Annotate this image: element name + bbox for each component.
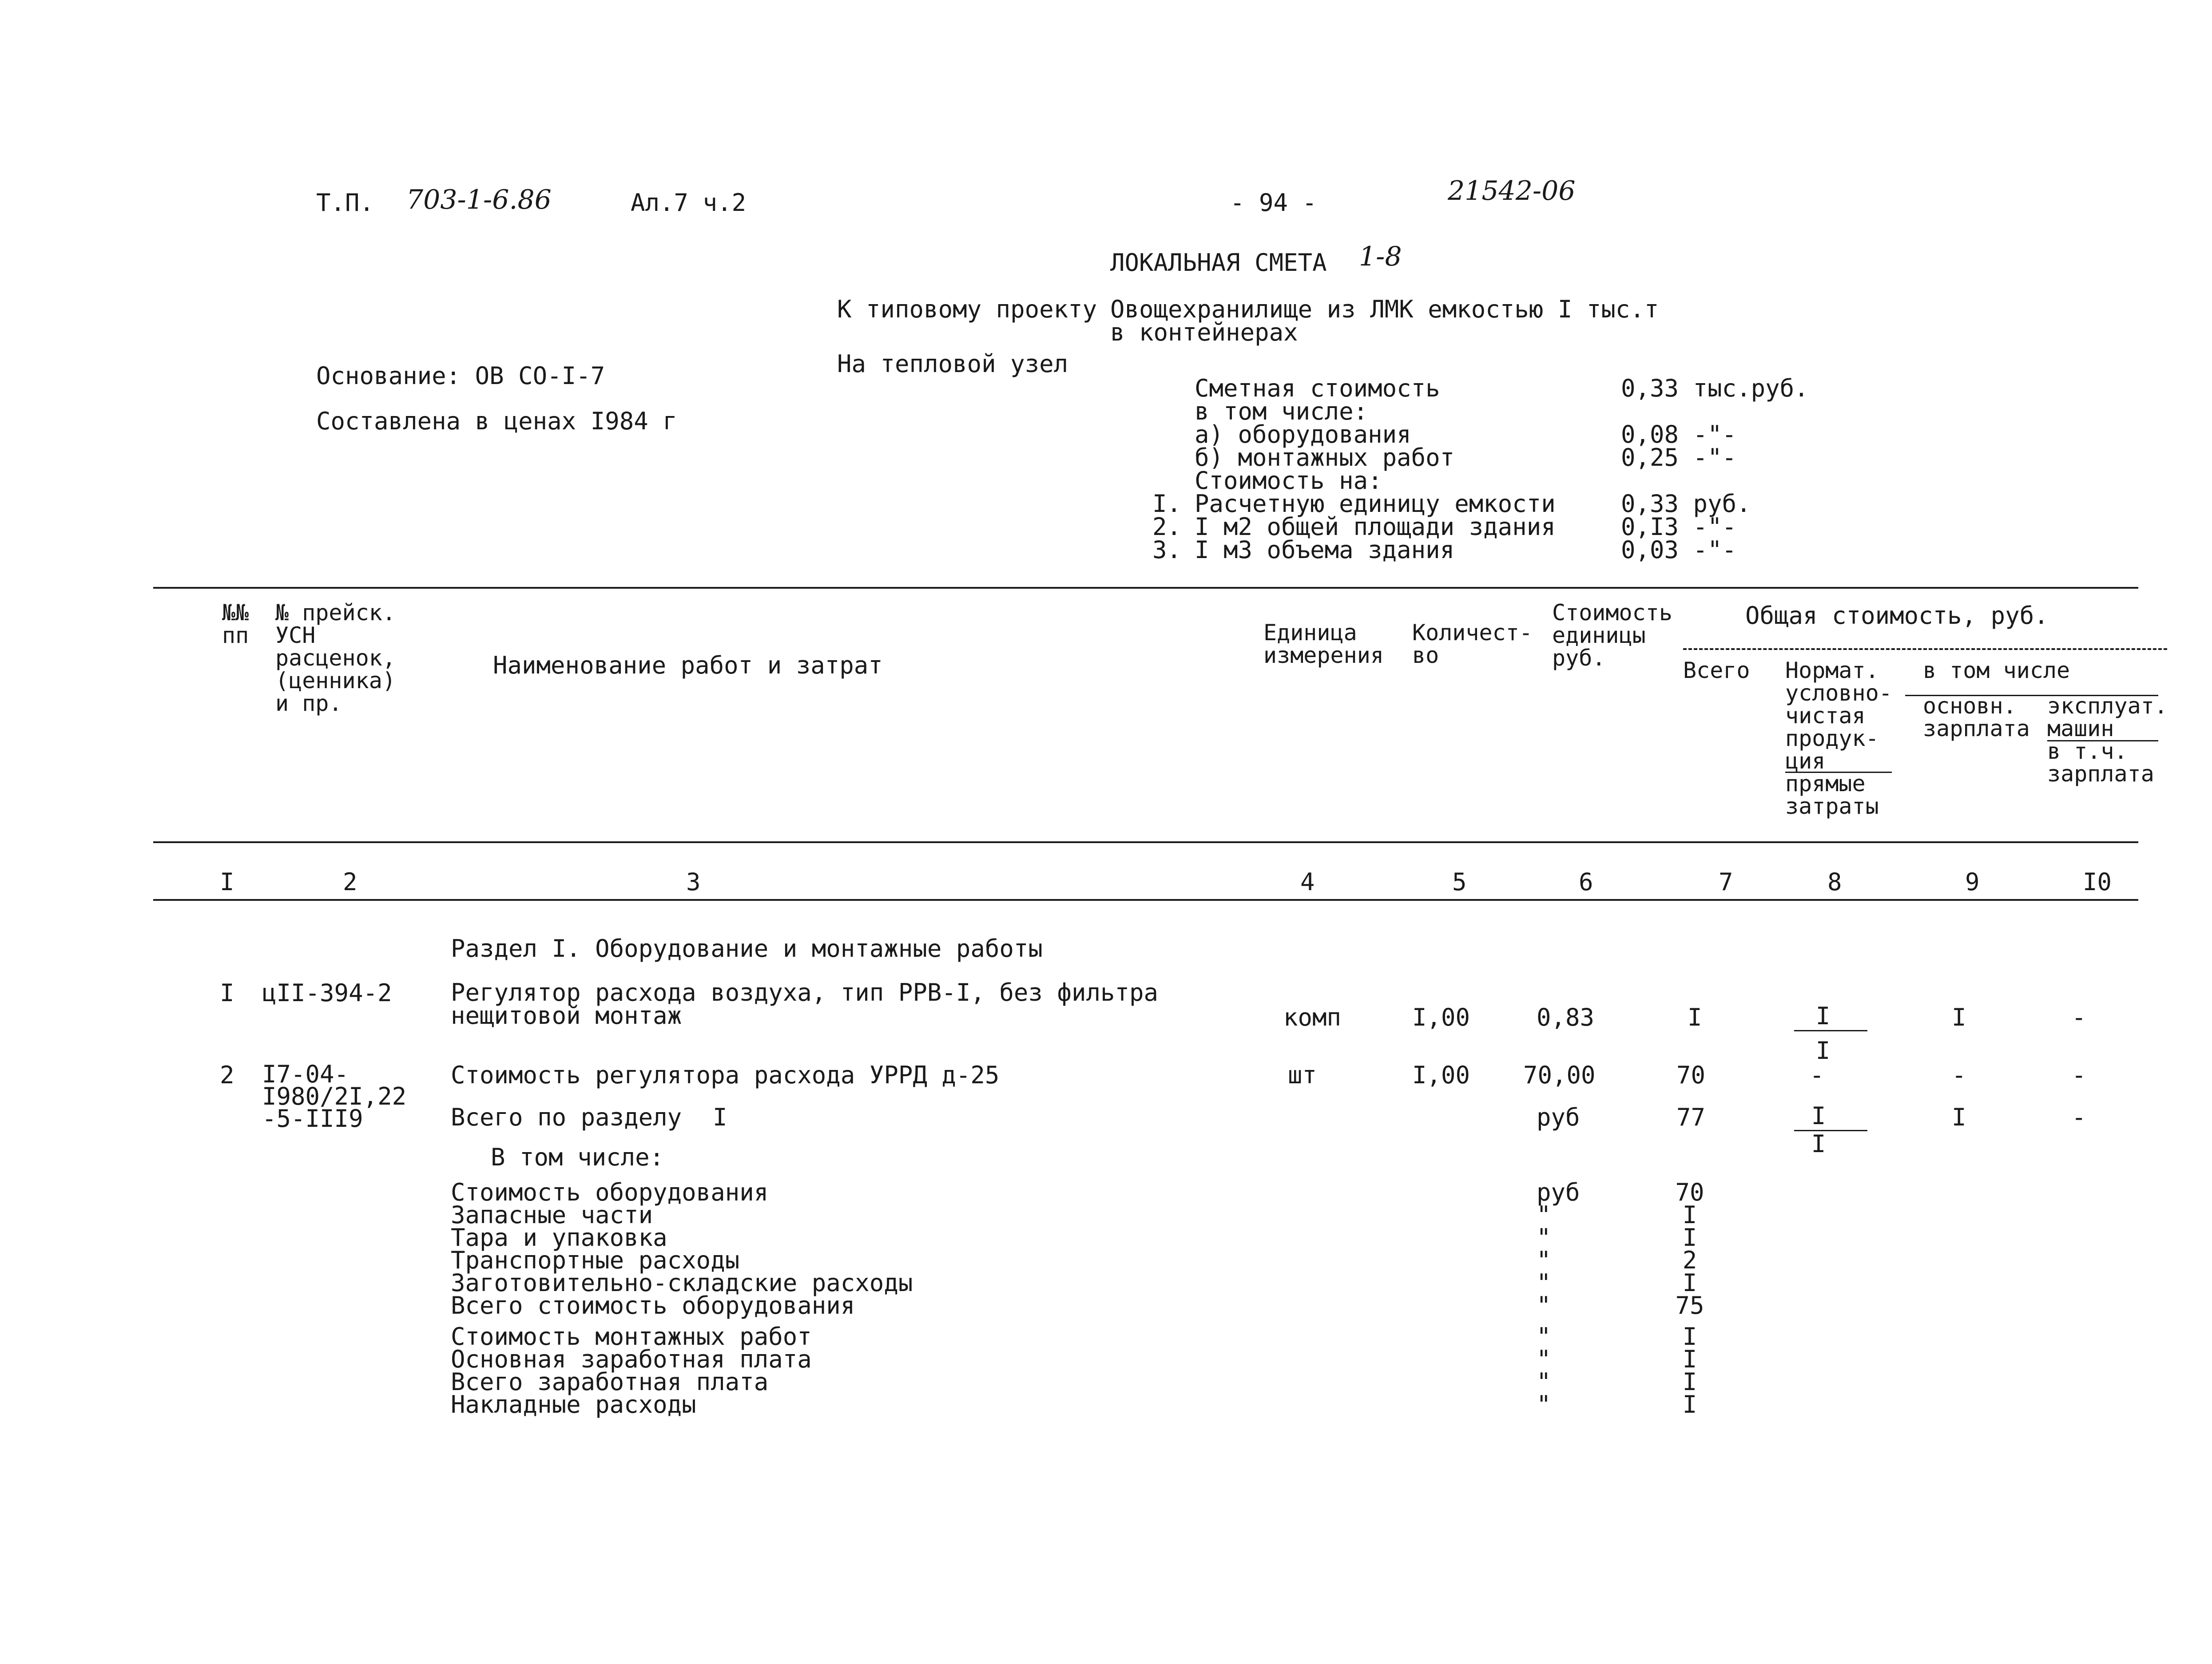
normative-divider: [1785, 772, 1892, 773]
summary-num-2: 2.: [1152, 513, 1182, 541]
tp-number: 703-1-6.86: [406, 184, 552, 215]
row-total: 70: [1676, 1061, 1706, 1089]
col-header-total: Всего: [1683, 658, 1750, 683]
tp-prefix: Т.П.: [316, 189, 374, 217]
breakdown-equipment-units: руб " " " " ": [1537, 1178, 1580, 1319]
table-header-bottom-rule: [153, 841, 2138, 843]
doc-code: 21542-06: [1448, 175, 1576, 206]
col-header-price-code: № прейск. УСН расценок, (ценника) и пр.: [275, 600, 396, 716]
page-number: - 94 -: [1230, 189, 1317, 217]
colnum-1: I: [220, 868, 234, 896]
col-header-normative: Нормат. условно- чистая продук- ция прямые затраты: [1785, 658, 1892, 819]
section-total-base-wage: I: [1952, 1103, 1966, 1131]
row-unit-price: 70,00: [1523, 1061, 1596, 1089]
colnum-6: 6: [1579, 868, 1593, 896]
row-quantity: I,00: [1412, 1003, 1470, 1031]
project-name-line1: Овощехранилище из ЛМК емкостью I тыс.т: [1110, 295, 1659, 323]
colnum-9: 9: [1965, 868, 1980, 896]
summary-label-equipment: а) оборудования: [1195, 420, 1411, 448]
col-header-unit-price: Стоимость единицы руб.: [1552, 600, 1672, 671]
row-number: 2: [220, 1061, 234, 1089]
colnum-7: 7: [1719, 868, 1733, 896]
row-unit: комп: [1283, 1003, 1342, 1031]
row-unit: шт: [1288, 1061, 1317, 1089]
colnum-10: I0: [2083, 868, 2112, 896]
colnum-5: 5: [1452, 868, 1467, 896]
col-header-incl: в том числе: [1923, 658, 2070, 683]
project-name-line2: в контейнерах: [1110, 318, 1298, 346]
machines-divider: [2047, 740, 2158, 741]
row-normative: -: [1810, 1061, 1824, 1089]
section-total-unit: руб: [1537, 1103, 1580, 1131]
section-total-normative-bottom: I: [1811, 1130, 1826, 1158]
summary-value-total: 0,33 тыс.руб.: [1621, 374, 1809, 402]
row-price-code: I7-04- I980/2I,22 -5-III9: [262, 1060, 407, 1133]
row-base-wage: I: [1952, 1003, 1966, 1031]
section-total-normative-divider: [1794, 1130, 1867, 1131]
row-machines: -: [2072, 1003, 2086, 1031]
basis-label: Основание: ОВ СО-I-7: [316, 362, 605, 390]
colnum-4: 4: [1300, 868, 1315, 896]
breakdown-incl-label: В том числе:: [491, 1143, 664, 1171]
breakdown-installation-labels: Стоимость монтажных работ Основная заработная плата Всего заработная плата Накладные расходы: [451, 1323, 812, 1418]
column-numbers-rule: [153, 899, 2138, 901]
document-title: ЛОКАЛЬНАЯ СМЕТА: [1110, 249, 1327, 277]
section-title: Раздел I. Оборудование и монтажные работы: [451, 935, 1043, 963]
summary-num-3: 3.: [1152, 536, 1182, 564]
breakdown-equipment-values: 70 I I 2 I 75: [1675, 1178, 1704, 1319]
for-unit-label: На тепловой узел: [837, 350, 1068, 378]
row-normative-top: I: [1815, 1002, 1831, 1030]
summary-num-1: I.: [1152, 490, 1182, 518]
col-header-unit: Единица измерения: [1263, 620, 1384, 668]
col-header-machines: эксплуат. машин в т.ч. зарплата: [2047, 693, 2168, 787]
col-header-quantity: Количест- во: [1412, 620, 1533, 668]
row-total: I: [1688, 1003, 1702, 1031]
breakdown-installation-values: I I I I: [1682, 1323, 1697, 1418]
summary-label-unit-capacity: Расчетную единицу емкости: [1195, 490, 1556, 518]
row-name: Регулятор расхода воздуха, тип РРВ-I, без фильтра нещитовой монтаж: [451, 979, 1159, 1030]
row-name: Стоимость регулятора расхода УРРД д-25: [451, 1061, 1000, 1089]
summary-value-unit-capacity: 0,33 руб.: [1621, 490, 1751, 518]
total-group-dashed-rule: [1683, 648, 2167, 650]
row-machines: -: [2072, 1061, 2086, 1089]
col-header-number: №№ пп: [222, 600, 249, 648]
section-total-value: 77: [1676, 1103, 1706, 1131]
breakdown-equipment-labels: Стоимость оборудования Запасные части Тара и упаковка Транспортные расходы Заготовительно-складские расходы Всего стоимость оборудования: [451, 1178, 913, 1319]
colnum-3: 3: [686, 868, 701, 896]
summary-label-incl: в том числе:: [1195, 397, 1368, 425]
summary-value-volume: 0,03 -"-: [1621, 536, 1737, 564]
album-number: Ал.7 ч.2: [631, 189, 747, 217]
summary-label-installation: б) монтажных работ: [1195, 444, 1455, 471]
col-header-name: Наименование работ и затрат: [493, 651, 883, 679]
summary-value-area: 0,I3 -"-: [1621, 513, 1737, 541]
colnum-2: 2: [343, 868, 357, 896]
summary-label-area: I м2 общей площади здания: [1195, 513, 1556, 541]
row-normative-bottom: I: [1815, 1037, 1831, 1065]
summary-label-total: Сметная стоимость: [1195, 374, 1440, 402]
colnum-8: 8: [1827, 868, 1842, 896]
row-quantity: I,00: [1412, 1061, 1470, 1089]
row-unit-price: 0,83: [1537, 1003, 1595, 1031]
section-total-number: I: [713, 1103, 727, 1131]
section-total-normative-top: I: [1811, 1102, 1826, 1130]
table-top-rule: [153, 587, 2138, 589]
breakdown-installation-units: " " " ": [1537, 1323, 1551, 1418]
row-number: I: [220, 979, 234, 1007]
section-total-label: Всего по разделу: [451, 1103, 682, 1131]
summary-label-cost-per: Стоимость на:: [1195, 467, 1382, 495]
col-header-total-group: Общая стоимость, руб.: [1745, 602, 2049, 630]
estimate-number: 1-8: [1359, 241, 1402, 272]
row-normative-divider: [1794, 1030, 1867, 1031]
summary-value-equipment: 0,08 -"-: [1621, 420, 1737, 448]
summary-label-volume: I м3 объема здания: [1195, 536, 1455, 564]
row-price-code: цII-394-2: [262, 979, 392, 1007]
to-project-label: К типовому проекту: [837, 295, 1097, 323]
summary-value-installation: 0,25 -"-: [1621, 444, 1737, 471]
section-total-machines: -: [2072, 1103, 2086, 1131]
row-base-wage: -: [1952, 1061, 1966, 1089]
prices-label: Составлена в ценах I984 г: [316, 407, 677, 435]
col-header-base-wage: основн. зарплата: [1923, 693, 2030, 741]
